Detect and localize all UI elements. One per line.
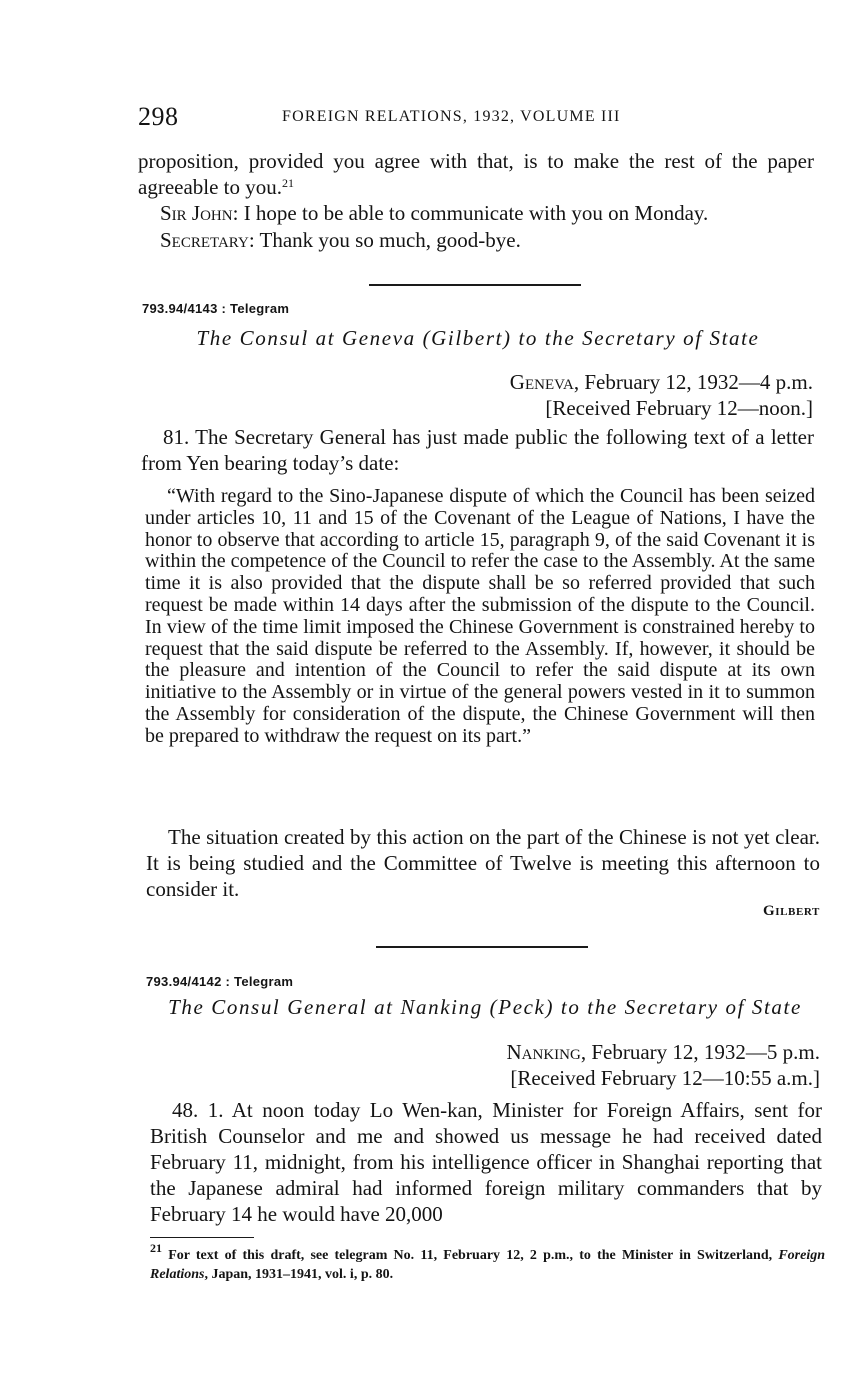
file-number: 793.94/4142 : Telegram: [146, 974, 294, 989]
dialogue-text: : Thank you so much, good-bye.: [248, 228, 521, 252]
dateline: [400, 369, 813, 395]
continuation-text: proposition, provided you agree with that, is to make the rest of the paper agreeable to you.: [138, 149, 814, 199]
signature: Gilbert: [762, 903, 820, 919]
dialogue-text: : I hope to be able to communicate with you on Monday.: [232, 201, 709, 225]
footnote-rule: [150, 1237, 254, 1238]
dateline-place: Geneva: [509, 370, 574, 394]
dialogue-line-secretary: [160, 227, 820, 253]
dateline-date: , February 12, 1932—5 p.m.: [580, 1040, 820, 1064]
telegram-paragraph: The situation created by this action on the part of the Chinese is not yet clear. It is being studied and the Committee of Twelve is meeting this afternoon to consider it.: [146, 825, 820, 901]
running-title: FOREIGN RELATIONS, 1932, VOLUME III: [282, 108, 621, 125]
document-heading: The Consul at Geneva (Gilbert) to the Secretary of State: [196, 326, 760, 350]
speaker-name: Sir John: [160, 201, 233, 225]
file-number: 793.94/4143 : Telegram: [142, 301, 290, 316]
dateline: [400, 1039, 820, 1065]
quoted-letter: “With regard to the Sino-Japanese dispute of which the Council has been seized under articles 10, 11 and 15 of the Covenant of the League of Nations, I have the honor to observe that according to article 15, paragraph 9, of the said Covenant it is within the competence of the Council to refer the case to the Assembly. At the same time it is also provided that the dispute shall be so referred provided that such request be made within 14 days after the submission of the dispute to the Council. In view of the time limit imposed the Chinese Government is constrained hereby to request that the said dispute be referred to the Assembly. If, however, it should be the pleasure and intention of the Council to refer the said dispute at its own initiative to the Assembly or in virtue of the general powers vested in it to summon the Assembly for consideration of the dispute, the Chinese Government will then be prepared to withdraw the request on its part.”: [145, 485, 815, 747]
footnote-marker: 21: [150, 1241, 162, 1255]
footnote: [150, 1241, 825, 1284]
dialogue-line-sir-john: [160, 200, 820, 226]
speaker-name: Secretary: [160, 228, 249, 252]
footnote-text-end: , Japan, 1931–1941, vol. i, p. 80.: [204, 1267, 394, 1282]
section-divider: [376, 946, 588, 948]
received-line: [Received February 12—10:55 a.m.]: [510, 1066, 820, 1090]
running-header: [138, 102, 818, 132]
intro-continuation: [138, 148, 814, 200]
telegram-paragraph: 81. The Secretary General has just made public the following text of a letter from Yen bearing today’s date:: [141, 425, 814, 475]
footnote-title: Foreign Relations: [150, 1248, 825, 1282]
section-divider: [369, 284, 581, 286]
received-line: [Received February 12—noon.]: [545, 396, 813, 420]
page-number: 298: [138, 102, 179, 131]
footnote-text: For text of this draft, see telegram No. 11, February 12, 2 p.m., to the Minister in Switzerland,: [162, 1248, 779, 1263]
dateline-place: Nanking: [506, 1040, 581, 1064]
footnote-ref: 21: [282, 176, 295, 190]
telegram-paragraph: 48. 1. At noon today Lo Wen-kan, Minister for Foreign Affairs, sent for British Counselor and me and showed us message he had received dated February 11, midnight, from his intelligence officer in Shanghai reporting that the Japanese admiral had informed foreign military commanders that by February 14 he would have 20,000: [150, 1098, 822, 1226]
document-heading: The Consul General at Nanking (Peck) to the Secretary of State: [168, 995, 802, 1019]
dateline-date: , February 12, 1932—4 p.m.: [573, 370, 813, 394]
